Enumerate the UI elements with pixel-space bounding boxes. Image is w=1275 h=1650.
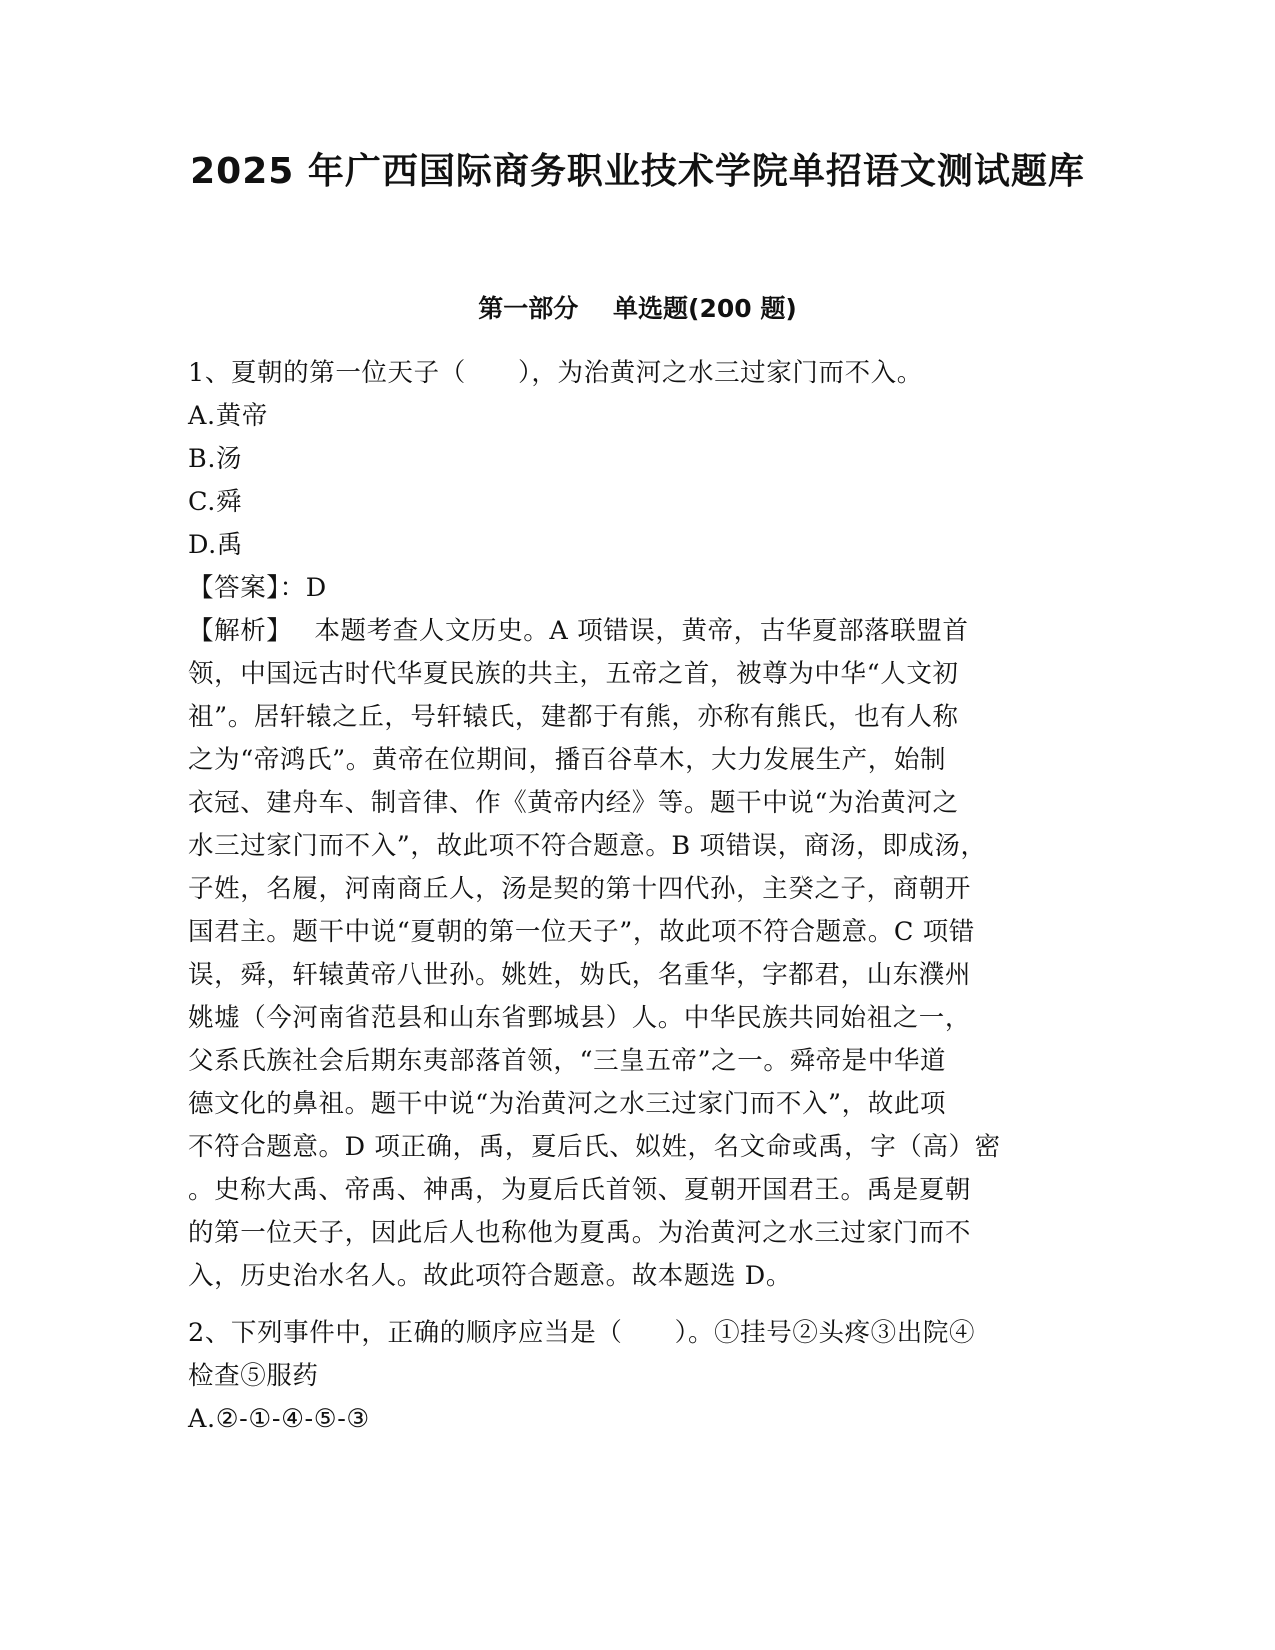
- analysis-line: 子姓，名履，河南商丘人，汤是契的第十四代孙，主癸之子，商朝开: [188, 874, 972, 904]
- analysis-line: 的第一位天子，因此后人也称他为夏禹。为治黄河之水三过家门而不: [188, 1218, 972, 1248]
- option-a: A.②-①-④-⑤-③: [188, 1404, 370, 1434]
- analysis-line: 之为“帝鸿氏”。黄帝在位期间，播百谷草木，大力发展生产，始制: [188, 745, 947, 775]
- question-2: [188, 1312, 1088, 1441]
- analysis-line: 入，历史治水名人。故此项符合题意。故本题选 D。: [188, 1261, 792, 1291]
- question-list: [188, 352, 1088, 1441]
- section-title: 第一部分 单选题(200 题): [478, 294, 797, 323]
- analysis-line: 德文化的鼻祖。题干中说“为治黄河之水三过家门而不入”，故此项: [188, 1089, 947, 1119]
- analysis-line: 领，中国远古时代华夏民族的共主，五帝之首，被尊为中华“人文初: [188, 659, 959, 689]
- question-stem: 检查⑤服药: [188, 1361, 319, 1391]
- question-stem: 1、夏朝的第一位天子（ ），为治黄河之水三过家门而不入。: [188, 358, 923, 388]
- option-c: C.舜: [188, 487, 243, 517]
- option-b: B.汤: [188, 444, 243, 474]
- document-title: 2025 年广西国际商务职业技术学院单招语文测试题库: [190, 151, 1085, 192]
- analysis-line: 不符合题意。D 项正确，禹，夏后氏、姒姓，名文命或禹，字（高）密: [188, 1132, 1001, 1162]
- question-stem: 2、下列事件中，正确的顺序应当是（ ）。①挂号②头疼③出院④: [188, 1318, 976, 1348]
- question-1: [188, 352, 1088, 1298]
- analysis-line: 误，舜，轩辕黄帝八世孙。姚姓，妫氏，名重华，字都君，山东濮州: [188, 960, 972, 990]
- option-d: D.禹: [188, 530, 243, 560]
- option-a: A.黄帝: [188, 401, 268, 431]
- analysis-line: 衣冠、建舟车、制音律、作《黄帝内经》等。题干中说“为治黄河之: [188, 788, 959, 818]
- analysis-line: 姚墟（今河南省范县和山东省鄄城县）人。中华民族共同始祖之一，: [188, 1003, 972, 1033]
- analysis-line: 【解析】 本题考查人文历史。A 项错误，黄帝，古华夏部落联盟首: [188, 616, 969, 646]
- analysis-line: 水三过家门而不入”，故此项不符合题意。B 项错误，商汤，即成汤，: [188, 831, 987, 861]
- answer-line: 【答案】：D: [188, 573, 327, 603]
- analysis-line: 祖”。居轩辕之丘，号轩辕氏，建都于有熊，亦称有熊氏，也有人称: [188, 702, 959, 732]
- analysis-line: 。史称大禹、帝禹、神禹，为夏后氏首领、夏朝开国君王。禹是夏朝: [188, 1175, 972, 1205]
- analysis-line: 父系氏族社会后期东夷部落首领，“三皇五帝”之一。舜帝是中华道: [188, 1046, 947, 1076]
- analysis-line: 国君主。题干中说“夏朝的第一位天子”，故此项不符合题意。C 项错: [188, 917, 975, 947]
- analysis-paragraph: [188, 610, 1088, 1298]
